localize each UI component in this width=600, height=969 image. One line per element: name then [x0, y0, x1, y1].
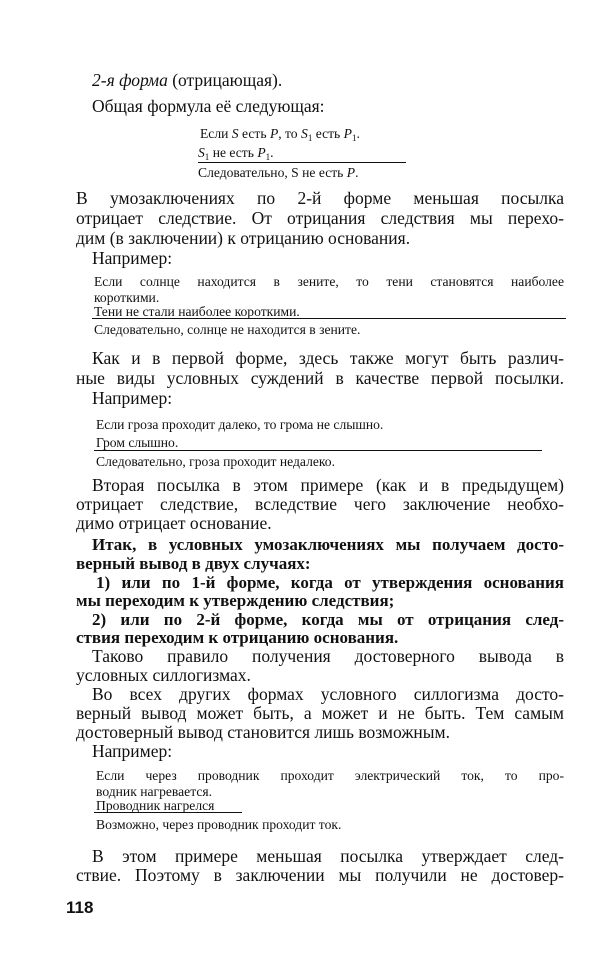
- formula-text: есть: [238, 126, 270, 141]
- para4-line: условных силлогизмах.: [76, 665, 251, 685]
- form-heading-rest: (отрицающая).: [167, 70, 283, 90]
- example2-premise1: Если гроза проходит далеко, то грома не слышно.: [96, 417, 384, 432]
- formula-var-p: P: [346, 165, 356, 180]
- bold-line: Итак, в условных умозаключениях мы получаем досто-: [92, 535, 564, 554]
- para1-line: дим (в заключении) к отрицанию основания.: [76, 228, 411, 248]
- formula-divider: [198, 162, 406, 163]
- formula-intro: Общая формула её следующая:: [92, 96, 325, 116]
- formula-line-3: [198, 166, 359, 180]
- formula-subscript: 1: [265, 152, 271, 162]
- example3-premise1: Если через проводник проходит электрический ток, то про-: [96, 768, 564, 783]
- example2-premise2: Гром слышно.: [96, 435, 179, 450]
- formula-text: Если: [200, 126, 232, 141]
- formula-text: , то: [278, 126, 302, 141]
- formula-text: есть: [312, 126, 344, 141]
- bold-line: верный вывод в двух случаях:: [76, 554, 311, 573]
- formula-text: .: [356, 126, 360, 141]
- bold-line: ствия переходим к отрицанию основания.: [76, 628, 399, 647]
- bold-line: 1) или по 1-й форме, когда от утверждения основания: [96, 573, 564, 592]
- para6-line: В этом примере меньшая посылка утверждает след-: [92, 846, 564, 866]
- example1-premise2: Тени не стали наиболее короткими.: [94, 304, 300, 319]
- para4-line: Таково правило получения достоверного вывода в: [92, 646, 564, 666]
- para2-line: ные виды условных суждений в качестве первой посылки.: [76, 368, 564, 388]
- formula-subscript: 1: [351, 133, 357, 143]
- form-heading: [92, 72, 282, 90]
- example2-conclusion: Следовательно, гроза проходит недалеко.: [96, 454, 336, 469]
- para1-line: В умозаключениях по 2-й форме меньшая посылка: [76, 188, 564, 208]
- formula-var-s1: S: [301, 126, 308, 141]
- formula-text: не есть: [209, 145, 258, 160]
- formula-var-p1: P: [257, 145, 266, 160]
- example-label: Например:: [92, 741, 173, 761]
- para6-line: ствие. Поэтому в заключении мы получили не достовер-: [76, 865, 564, 885]
- formula-var-s1: S: [198, 145, 205, 160]
- para5-line: Во всех других формах условного силлогизма досто-: [92, 684, 564, 704]
- bold-line: 2) или по 2-й форме, когда мы от отрицания след-: [92, 610, 564, 629]
- example3-premise2: Проводник нагрелся: [96, 798, 215, 813]
- formula-var-s: S: [231, 126, 239, 141]
- form-heading-italic: 2-я форма: [92, 70, 168, 90]
- para2-line: Как и в первой форме, здесь также могут быть различ-: [92, 348, 564, 368]
- formula-var-p: P: [269, 126, 279, 141]
- formula-line-2: [198, 146, 274, 162]
- example1-conclusion: Следовательно, солнце не находится в зените.: [94, 322, 361, 337]
- page-number: 118: [66, 898, 94, 917]
- example3-premise1-cont: водник нагревается.: [96, 784, 213, 799]
- formula-var-p1: P: [343, 126, 352, 141]
- para5-line: достоверный вывод становится лишь возможным.: [76, 722, 450, 742]
- formula-subscript: 1: [204, 152, 210, 162]
- para3-line: отрицает следствие, вследствие чего заключение необхо-: [76, 494, 564, 514]
- bold-line: мы переходим к утверждению следствия;: [76, 591, 395, 610]
- para1-line: отрицает следствие. От отрицания следствия мы перехо-: [76, 208, 564, 228]
- para5-line: верный вывод может быть, а может и не быть. Тем самым: [76, 703, 564, 723]
- example3-divider: [94, 812, 242, 813]
- para3-line: Вторая посылка в этом примере (как и в предыдущем): [92, 475, 564, 495]
- example2-divider: [94, 450, 542, 451]
- example-label: Например:: [92, 248, 173, 268]
- formula-line-1: [200, 127, 360, 143]
- para3-line: димо отрицает основание.: [76, 513, 272, 533]
- formula-subscript: 1: [307, 133, 313, 143]
- example3-conclusion: Возможно, через проводник проходит ток.: [96, 817, 342, 832]
- example-label: Например:: [92, 388, 173, 408]
- example1-premise1-cont: короткими.: [94, 290, 160, 305]
- example1-divider: [92, 318, 566, 319]
- example1-premise1: Если солнце находится в зените, то тени становятся наиболее: [94, 274, 564, 289]
- formula-text: .: [270, 145, 274, 160]
- formula-text: Следовательно, S не есть: [198, 165, 347, 180]
- formula-text: .: [355, 165, 359, 180]
